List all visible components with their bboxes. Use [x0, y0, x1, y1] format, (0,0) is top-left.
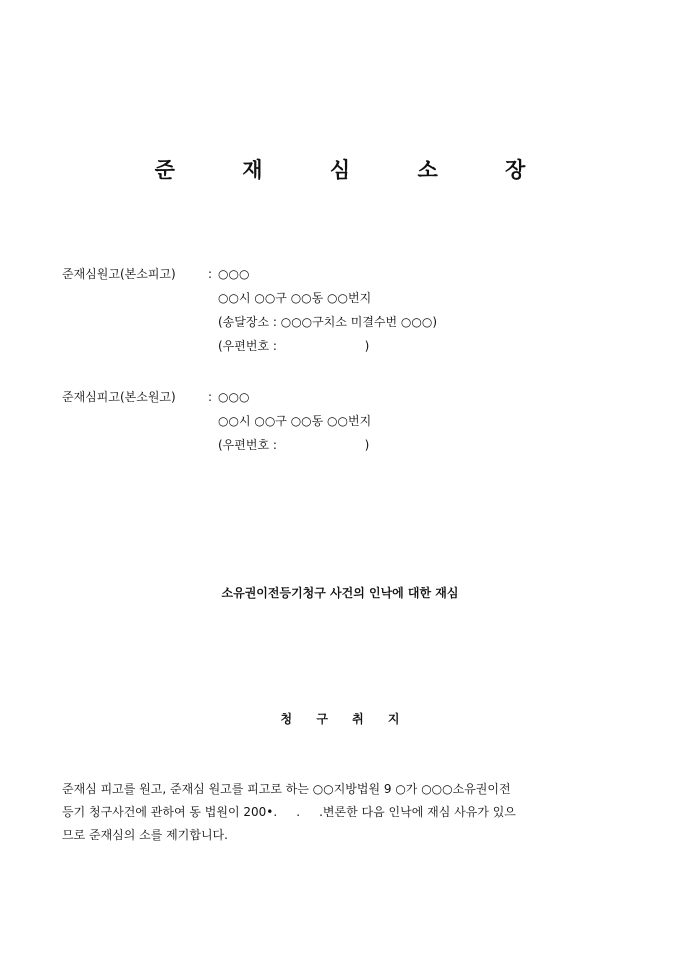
- claim-heading: 청 구 취 지: [280, 712, 410, 726]
- defendant-block: [62, 385, 371, 457]
- plaintiff-service-address: (송달장소 : ○○○구치소 미결수번 ○○○): [218, 315, 438, 329]
- claim-line: 준재심 피고를 원고, 준재심 원고를 피고로 하는 ○○지방법원 9 ○가 ○○○소유권이전: [62, 782, 511, 796]
- plaintiff-block: [62, 262, 437, 358]
- defendant-name: ○○○: [218, 390, 250, 404]
- plaintiff-separator: :: [208, 267, 213, 281]
- defendant-separator: :: [208, 390, 213, 404]
- defendant-name-row: [62, 385, 371, 409]
- defendant-postal-code: (우편번호 : ): [218, 438, 370, 452]
- plaintiff-label: 준재심원고(본소피고): [62, 267, 176, 281]
- claim-line: 등기 청구사건에 관하여 동 법원이 200•. . .변론한 다음 인낙에 재심 사유가 있으: [62, 805, 516, 819]
- plaintiff-name: ○○○: [218, 267, 250, 281]
- plaintiff-postal-code: (우편번호 : ): [218, 339, 370, 353]
- claim-body: [62, 778, 622, 847]
- claim-line: 므로 준재심의 소를 제기합니다.: [62, 828, 228, 842]
- case-subject: 소유권이전등기청구 사건의 인낙에 대한 재심: [221, 586, 459, 600]
- document-title: 준 재 심 소 장: [154, 157, 556, 182]
- plaintiff-address: ○○시 ○○구 ○○동 ○○번지: [218, 291, 372, 305]
- plaintiff-name-row: [62, 262, 437, 286]
- defendant-label: 준재심피고(본소원고): [62, 390, 176, 404]
- defendant-address: ○○시 ○○구 ○○동 ○○번지: [218, 414, 372, 428]
